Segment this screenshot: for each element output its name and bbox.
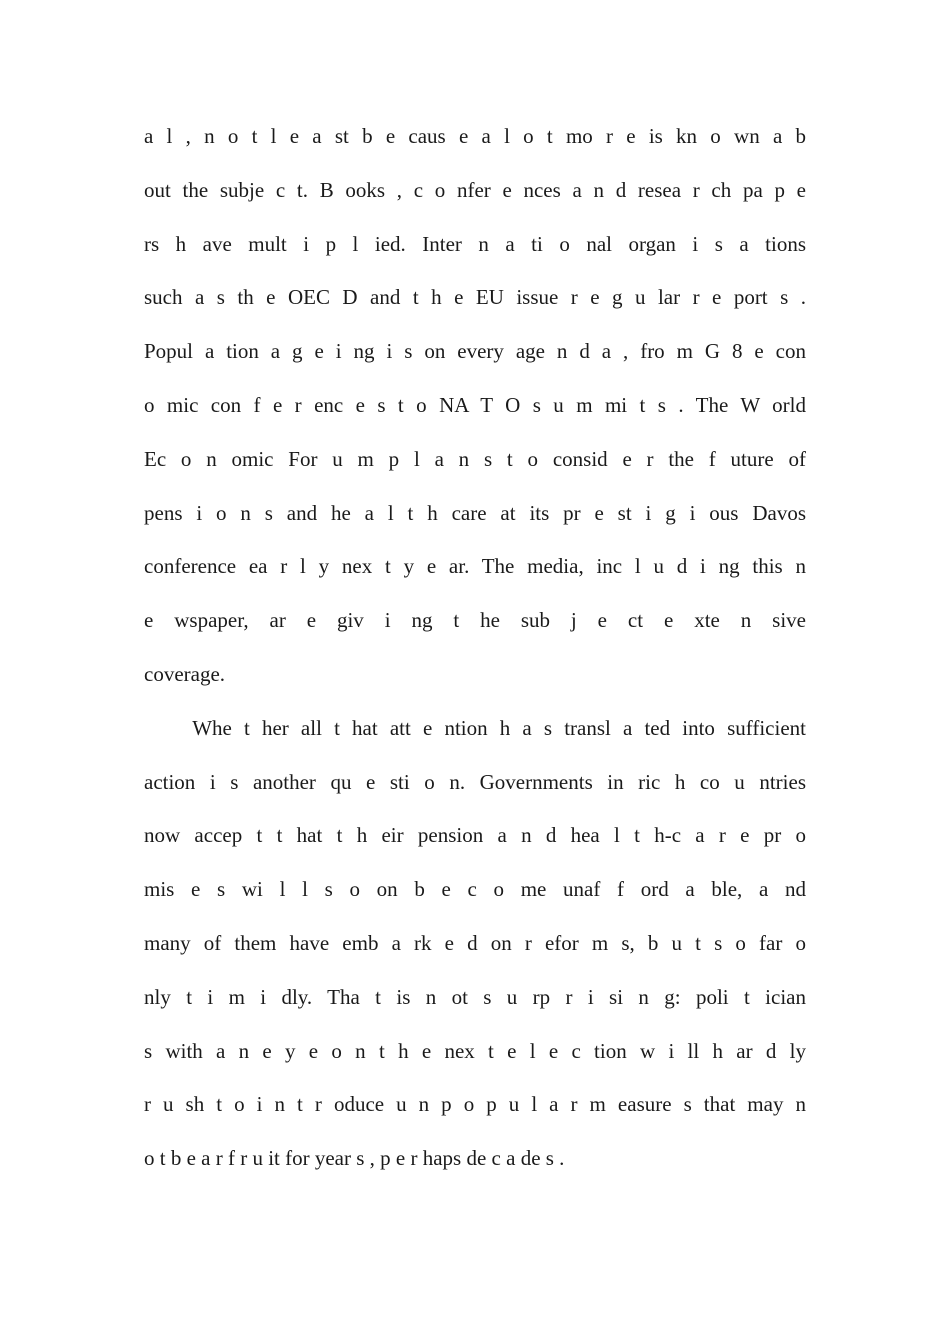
text-line: mis e s wi l l s o on b e c o me unaf f ord a ble, a nd xyxy=(144,877,806,902)
text-line: rs h ave mult i p l ied. Inter n a ti o nal organ i s a tions xyxy=(144,231,806,256)
text-line: pens i o n s and he a l t h care at its pr e st i g i ous Davos xyxy=(144,500,806,525)
text-line: now accep t t hat t h eir pension a n d hea l t h-c a r e pr o xyxy=(144,823,806,848)
text-line: r u sh t o i n t r oduce u n p o p u l a r m easure s that may n xyxy=(144,1092,806,1117)
text-line: out the subje c t. B ooks , c o nfer e nces a n d resea r ch pa p e xyxy=(144,177,806,202)
text-line: Ec o n omic For u m p l a n s t o consid e r the f uture of xyxy=(144,446,806,471)
text-line: conference ea r l y nex t y e ar. The media, inc l u d i ng this n xyxy=(144,554,806,579)
text-line: e wspaper, ar e giv i ng t he sub j e ct e xte n sive xyxy=(144,608,806,633)
text-line: a l , n o t l e a st b e caus e a l o t mo r e is kn o wn a b xyxy=(144,124,806,148)
text-line: Whe t her all t hat att e ntion h a s transl a ted into sufficient xyxy=(144,715,806,740)
text-line: o t b e a r f r u it for year s , p e r haps de c a de s . xyxy=(144,1146,565,1171)
text-line: o mic con f e r enc e s t o NA T O s u m mi t s . The W orld xyxy=(144,392,806,417)
text-line: many of them have emb a rk e d on r efor m s, b u t s o far o xyxy=(144,930,806,955)
text-line: nly t i m i dly. Tha t is n ot s u rp r i si n g: poli t ician xyxy=(144,984,806,1009)
text-line: Popul a tion a g e i ng i s on every age n d a , fro m G 8 e con xyxy=(144,339,806,364)
text-line: action i s another qu e sti o n. Governments in ric h co u ntries xyxy=(144,769,806,794)
text-line: s with a n e y e o n t h e nex t e l e c tion w i ll h ar d ly xyxy=(144,1038,806,1063)
paragraph-2 xyxy=(144,702,806,1186)
text-line: such a s th e OEC D and t h e EU issue r e g u lar r e port s . xyxy=(144,285,806,310)
article-body xyxy=(144,110,806,1186)
paragraph-1 xyxy=(144,110,806,702)
text-line: coverage. xyxy=(144,661,226,686)
